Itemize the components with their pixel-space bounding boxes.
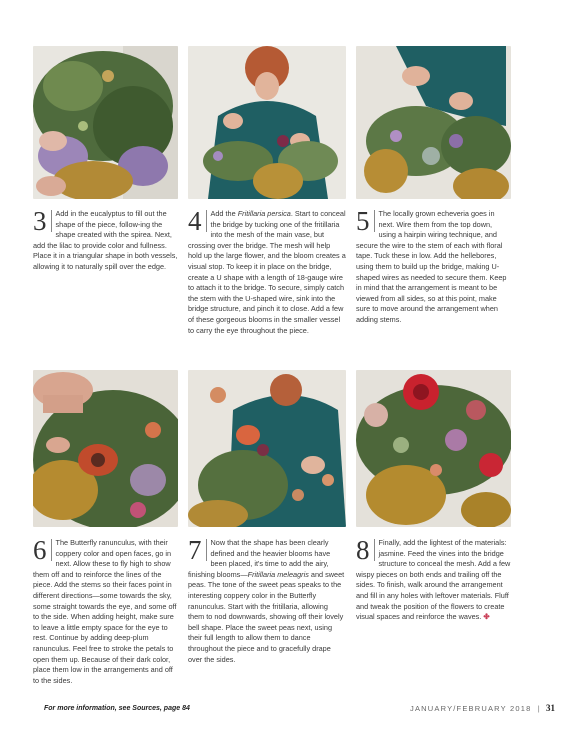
step-4 [188,206,346,336]
step-text: Finally, add the lightest of the materials: jasmine. Feed the vines into the bridge structure to conceal the mesh. Add a few wispy pieces on both ends and trailing off the sides. To finish, walk around the arrangement and fill in any holes with leftover materials. Fluff and tweak the position of the flowers to create visual spaces and reinforce the waves. ✤ [356,538,511,622]
fritillaria-meleagris: Fritillaria meleagris [247,569,309,579]
step-text: Now that the shape has been clearly defined and the heavier blooms have been placed, it's time to add the airy, finishing blooms—Fritillaria meleagris and sweet peas. The tone of the sweet peas speaks to the interesting coppery color in the Butterfly ranunculus. Start with the fritillaria, allowing them to nod downwards, showing off their lovely bell shape. Place the sweet peas next, using their full length to allow them to dance throughout the piece and to gracefully drape over the sides. [188,538,345,664]
step-8 [356,535,511,623]
step-7 [188,535,346,665]
photo-fritillaria-bridge [188,46,346,199]
photo-sweet-peas [188,370,346,527]
end-mark-icon: ✤ [483,612,490,622]
step-5 [356,206,511,326]
photo-butterfly-ranunculus [33,370,178,527]
step-text: The Butterfly ranunculus, with their coppery color and open faces, go in next. Allow these to fly high to show them off and to reinforce the lines of the piece. Add the stems so their faces point in different directions—some towards the sky, some straight towards the eye, and some off to the side. When adding height, make sure to leave a little empty space for the eye to rest. Continue by adding deep-plum ranunculus. Feel free to stroke the petals to open them up. Because of their dark color, place them low in the arrangements and off to the sides. [33,538,177,685]
step-number: 5 [356,210,375,232]
step-text: Add in the eucalyptus to fill out the shape of the piece, follow-ing the shape created with the spirea. Next, add the lilac to provide color and fullness. Place it in a triangular shape in both vessels, allowing it to naturally spill over the edge. [33,209,178,271]
sources-note: For more information, see Sources, page 84 [44,705,190,712]
step-number: 3 [33,210,52,232]
photo-echeveria [356,46,511,199]
photo-finished-arrangement [356,370,511,527]
page-footer [410,703,555,713]
step-6 [33,535,178,686]
step-number: 7 [188,539,207,561]
photo-eucalyptus-spirea [33,46,178,199]
step-number: 6 [33,539,52,561]
footer-separator: | [537,704,540,713]
issue-date: JANUARY/FEBRUARY 2018 [410,704,532,713]
page-number: 31 [546,703,556,713]
step-text: Add the Fritillaria persica. Start to conceal the bridge by tucking one of the fritillaria into the mesh of the main vase, but crossing over the bridge. The mesh will help hold up the large flower, and the bloom creates a visual stop. To keep it in place on the bridge, create a U shape with a length of 18-gauge wire to attach it to the bridge. To secure, simply catch the stem with the U-shaped wire, sink into the bridge structure, and pinch it to close. Add a few of these gorgeous blooms in the smaller vessel to carry the eye throughout the piece. [188,209,346,335]
fritillaria-persica: Fritillaria persica [237,209,291,218]
step-3 [33,206,178,273]
step-text: The locally grown echeveria goes in next. Wire them from the top down, using a hairpin wiring technique, and secure the wire to the stem of each with floral tape. Tuck these in low. Add the hellebores, using them to build up the bridge, making U-shaped wires as needed to secure them. Keep in mind that the arrangement is meant to be viewed from all sides, so at this point, make sure to move around the arrangement when adding stems. [356,209,507,324]
step-number: 4 [188,210,207,232]
step-number: 8 [356,539,375,561]
